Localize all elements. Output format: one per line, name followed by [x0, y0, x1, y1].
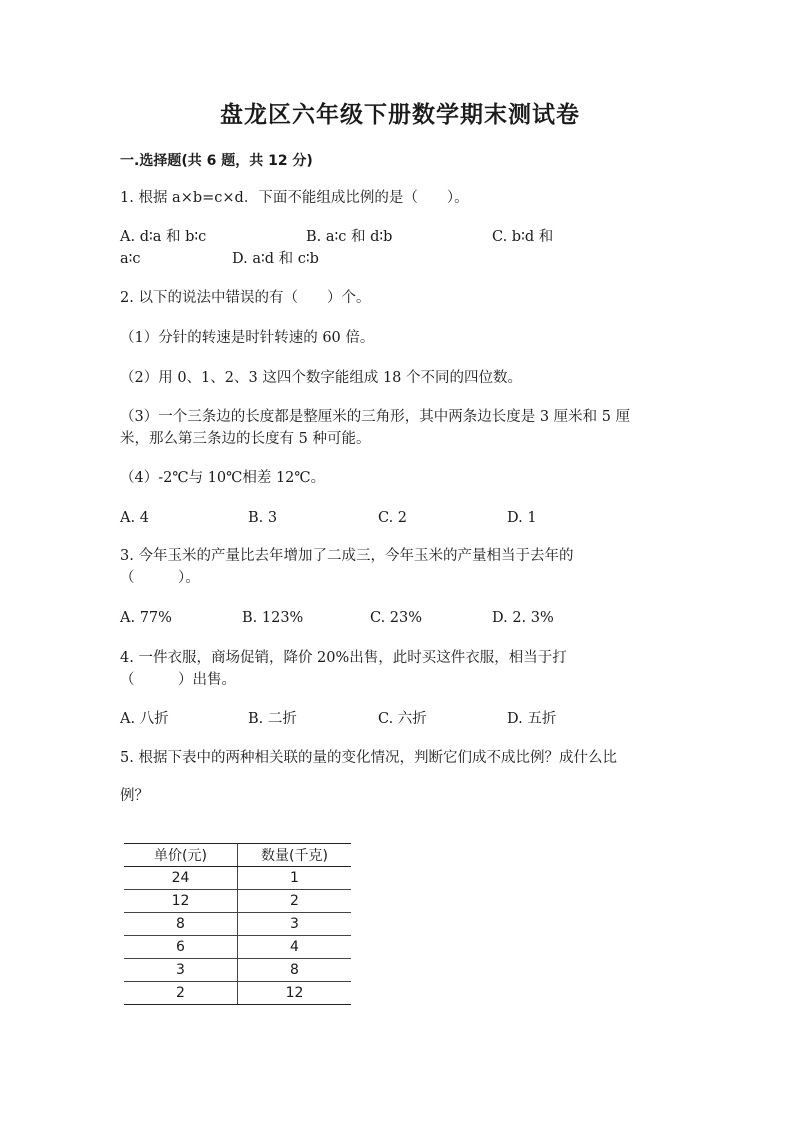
- question-5-stem: 5. 根据下表中的两种相关联的量的变化情况，判断它们成不成比例？成什么比: [120, 750, 617, 766]
- q1-option-c-continued: a∶c: [120, 251, 141, 267]
- table-row: [124, 982, 351, 1005]
- section-heading: 一.选择题(共 6 题，共 12 分): [120, 153, 313, 169]
- table-row: [124, 959, 351, 982]
- quantity-cell: 3: [238, 913, 352, 936]
- unit-price-cell: 2: [124, 982, 238, 1005]
- question-1-stem: 1. 根据 a×b=c×d．下面不能组成比例的是（ ）。: [120, 190, 469, 206]
- table-header-row: [124, 844, 351, 867]
- q1-option-d: D. a∶d 和 c∶b: [232, 251, 319, 267]
- price-quantity-table: [124, 843, 351, 1005]
- q1-option-c: C. b∶d 和: [492, 229, 554, 245]
- quantity-cell: 4: [238, 936, 352, 959]
- q2-statement-3-continued: 米，那么第三条边的长度有 5 种可能。: [120, 431, 371, 447]
- quantity-cell: 8: [238, 959, 352, 982]
- q4-option-a: A. 八折: [120, 711, 169, 727]
- table-row: [124, 936, 351, 959]
- q2-statement-3: （3）一个三条边的长度都是整厘米的三角形，其中两条边长度是 3 厘米和 5 厘: [120, 409, 631, 425]
- header-quantity: 数量(千克): [238, 844, 352, 867]
- quantity-cell: 12: [238, 982, 352, 1005]
- q2-option-d: D. 1: [507, 510, 537, 526]
- question-4-stem: 4. 一件衣服，商场促销，降价 20%出售，此时买这件衣服，相当于打: [120, 650, 567, 666]
- q2-statement-1: （1）分针的转速是时针转速的 60 倍。: [120, 330, 375, 346]
- table-row: [124, 890, 351, 913]
- q3-option-a: A. 77%: [120, 610, 172, 626]
- question-4-stem-continued: （ ）出售。: [120, 672, 236, 688]
- q2-option-c: C. 2: [378, 510, 408, 526]
- q3-option-c: C. 23%: [370, 610, 423, 626]
- page-title: 盘龙区六年级下册数学期末测试卷: [220, 101, 580, 128]
- table-row: [124, 867, 351, 890]
- quantity-cell: 1: [238, 867, 352, 890]
- unit-price-cell: 24: [124, 867, 238, 890]
- unit-price-cell: 8: [124, 913, 238, 936]
- q2-statement-2: （2）用 0、1、2、3 这四个数字能组成 18 个不同的四位数。: [120, 370, 523, 386]
- question-3-stem: 3. 今年玉米的产量比去年增加了二成三，今年玉米的产量相当于去年的: [120, 548, 574, 564]
- question-5-stem-continued: 例？: [120, 788, 149, 804]
- q3-option-d: D. 2. 3%: [492, 610, 554, 626]
- q3-option-b: B. 123%: [242, 610, 304, 626]
- unit-price-cell: 6: [124, 936, 238, 959]
- question-2-stem: 2. 以下的说法中错误的有（ ）个。: [120, 290, 371, 306]
- q2-option-a: A. 4: [120, 510, 149, 526]
- q1-option-b: B. a∶c 和 d∶b: [306, 229, 393, 245]
- header-unit-price: 单价(元): [124, 844, 238, 867]
- unit-price-cell: 3: [124, 959, 238, 982]
- q2-statement-4: （4）-2℃与 10℃相差 12℃。: [120, 470, 326, 486]
- question-3-stem-continued: （ ）。: [120, 570, 200, 586]
- q4-option-d: D. 五折: [507, 711, 557, 727]
- q2-option-b: B. 3: [248, 510, 278, 526]
- q4-option-b: B. 二折: [248, 711, 297, 727]
- table-row: [124, 913, 351, 936]
- unit-price-cell: 12: [124, 890, 238, 913]
- q4-option-c: C. 六折: [378, 711, 427, 727]
- quantity-cell: 2: [238, 890, 352, 913]
- q1-option-a: A. d∶a 和 b∶c: [120, 229, 207, 245]
